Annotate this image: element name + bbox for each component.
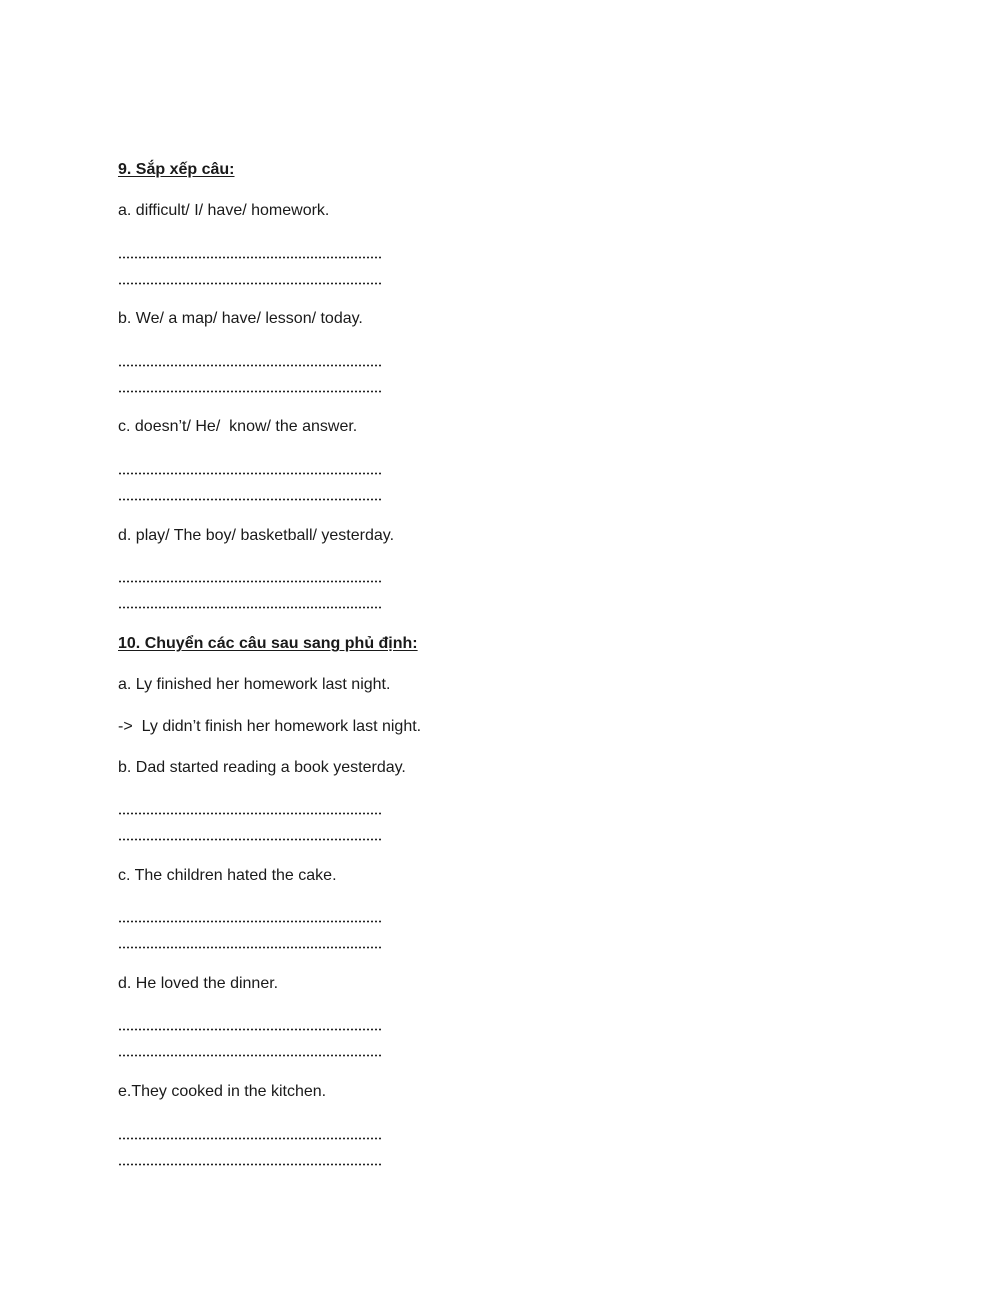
answer-line[interactable] [118, 282, 382, 285]
answer-line[interactable] [118, 606, 382, 609]
answer-line[interactable] [118, 838, 382, 841]
exercise-9-item-a: a. difficult/ I/ have/ homework. [118, 202, 330, 219]
exercise-9-item-b: b. We/ a map/ have/ lesson/ today. [118, 310, 363, 327]
exercise-10-example: a. Ly finished her homework last night. [118, 676, 391, 693]
exercise-10-example-answer: -> Ly didn’t finish her homework last night. [118, 718, 422, 735]
answer-line[interactable] [118, 364, 382, 367]
exercise-10-item-e: e.They cooked in the kitchen. [118, 1083, 327, 1100]
exercise-10-item-d: d. He loved the dinner. [118, 975, 279, 992]
exercise-9-heading: 9. Sắp xếp câu: [118, 161, 235, 178]
answer-line[interactable] [118, 1028, 382, 1031]
exercise-10-heading: 10. Chuyển các câu sau sang phủ định: [118, 635, 418, 652]
answer-line[interactable] [118, 580, 382, 583]
answer-line[interactable] [118, 812, 382, 815]
answer-line[interactable] [118, 920, 382, 923]
answer-line[interactable] [118, 1163, 382, 1166]
exercise-9-item-d: d. play/ The boy/ basketball/ yesterday. [118, 527, 395, 544]
answer-line[interactable] [118, 1137, 382, 1140]
answer-line[interactable] [118, 1054, 382, 1057]
answer-line[interactable] [118, 946, 382, 949]
answer-line[interactable] [118, 390, 382, 393]
exercise-10-item-b: b. Dad started reading a book yesterday. [118, 759, 406, 776]
exercise-9-item-c: c. doesn’t/ He/ know/ the answer. [118, 418, 358, 435]
answer-line[interactable] [118, 472, 382, 475]
exercise-10-item-c: c. The children hated the cake. [118, 867, 337, 884]
answer-line[interactable] [118, 498, 382, 501]
answer-line[interactable] [118, 256, 382, 259]
